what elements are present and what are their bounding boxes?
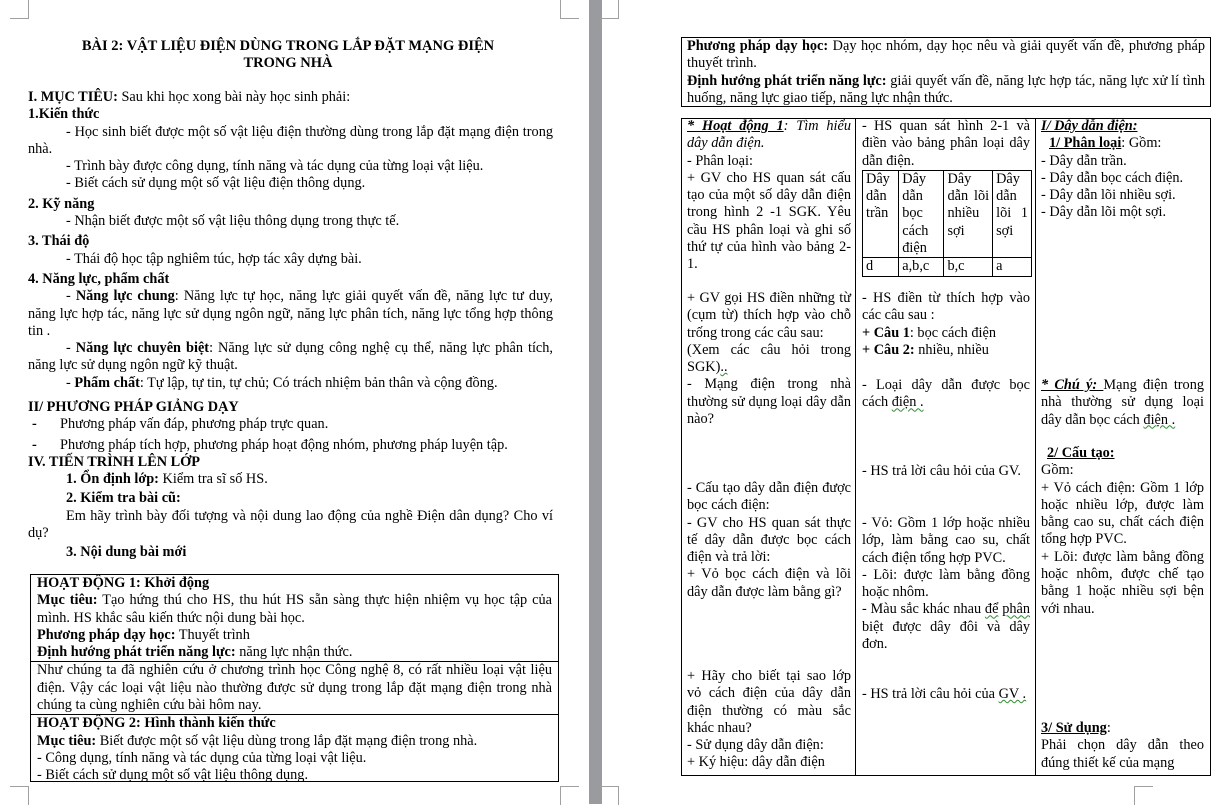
skills-item: - Nhận biết được một số vật liệu thông dụng trong thực tế.: [66, 213, 400, 230]
crop-mark: [600, 786, 619, 805]
section-heading: I/ Dây dẫn điện:: [1041, 118, 1138, 134]
text: Kiểm tra sĩ số HS.: [158, 471, 268, 488]
process-heading: IV. TIẾN TRÌNH LÊN LỚP: [28, 453, 201, 470]
text: - Vỏ: Gồm 1 lớp hoặc nhiều lớp, làm bằng cao su, chất cách điện tổng hợp PVC.: [862, 515, 1030, 566]
list-item: - Dây dẫn bọc cách điện.: [1041, 169, 1184, 186]
label: Phương pháp dạy học:: [37, 626, 176, 643]
label: 2. Kiểm tra bài cũ:: [66, 490, 181, 507]
text: - HS quan sát hình 2-1 và điền vào bảng phân loại dây dẫn điện.: [862, 118, 1030, 169]
question: + Hãy cho biết tại sao lớp vỏ cách điện của dây dẫn điện thường có màu sắc khác nhau?: [687, 668, 851, 736]
text: : Năng lực sử dụng công nghệ cụ thể, năng lực phân tích, năng lực sử dụng ngôn ngữ kỹ thuật.: [28, 340, 553, 374]
text: - HS điền từ thích hợp vào các câu sau :: [862, 290, 1030, 324]
question: + Vỏ bọc cách điện và lõi dây dẫn được làm bằng gì?: [687, 566, 851, 600]
content-cell: [1041, 445, 1204, 618]
knowledge-item: - Trình bày được công dụng, tính năng và tác dụng của từng loại vật liệu.: [66, 158, 484, 175]
attitude-heading: 3. Thái độ: [28, 233, 90, 250]
objectives-heading: [28, 89, 553, 106]
student-cell: [862, 290, 1030, 359]
column-divider: [855, 118, 856, 775]
text: + GV cho HS quan sát cấu tạo của một số dây dẫn điện trong hình 2 -1 SGK. Yêu cầu HS phân loại và ghi số thứ tự của hình vào bảng 2-1.: [687, 169, 851, 273]
text: (Xem các câu hỏi trong SGK): [687, 341, 851, 376]
skills-heading: 2. Kỹ năng: [28, 195, 95, 212]
table-cell: b,c: [944, 258, 993, 276]
activity-1: [31, 575, 558, 661]
text: Phải chọn dây dẫn theo đúng thiết kế của mạng: [1041, 737, 1204, 771]
table-cell: a,b,c: [899, 258, 944, 276]
title-line: TRONG NHÀ: [243, 55, 333, 72]
text: để: [984, 601, 999, 618]
text: + Lõi: được làm bằng đồng hoặc nhôm, được chế tạo bằng 1 hoặc nhiều sợi bện với nhau.: [1041, 548, 1204, 617]
methods-section: [28, 399, 553, 562]
page-left: [0, 0, 589, 804]
table-header-row: [863, 170, 1032, 257]
content-cell: [1041, 720, 1204, 772]
text: năng lực nhận thức.: [235, 644, 353, 661]
activity-title: HOẠT ĐỘNG 2: Hình thành kiến thức: [37, 715, 276, 732]
crop-mark: [560, 786, 579, 805]
text: :: [1106, 720, 1111, 736]
text: Thuyết trình: [175, 626, 250, 643]
text: ..: [720, 359, 728, 376]
label: Năng lực chung: [75, 288, 175, 305]
question: - Mạng điện trong nhà thường sử dụng loại dây dẫn nào?: [687, 376, 851, 428]
text: - Loại dây dẫn được bọc cách: [862, 377, 1030, 411]
teacher-cell: [687, 480, 851, 601]
crop-mark: [1134, 786, 1153, 805]
activity-2: [31, 714, 558, 784]
text: Phương pháp tích hợp, phương pháp hoạt động nhóm, phương pháp luyện tập.: [60, 436, 508, 453]
old-lesson-question: Em hãy trình bày đối tượng và nội dung lao động của nghề Điện dân dụng? Cho ví dụ?: [28, 507, 553, 542]
text: - GV cho HS quan sát thực tế dây dẫn được bọc cách điện và trả lời:: [687, 514, 851, 566]
student-cell: [862, 118, 1030, 277]
crop-mark: [10, 0, 29, 19]
label: + Câu 1: [862, 324, 910, 341]
text: giải quyết vấn đề, năng lực hợp tác, năng lực xử lí tình huống, năng lực giao tiếp, năng lực nhận thức.: [687, 72, 1205, 106]
label: 1. Ổn định lớp:: [66, 471, 159, 488]
table-header: Dây dẫn trần: [863, 170, 899, 257]
attitude-item: - Thái độ học tập nghiêm túc, hợp tác xây dựng bài.: [66, 250, 362, 267]
text: + Ký hiệu: dây dẫn điện: [687, 754, 825, 771]
table-cell: a: [993, 258, 1032, 276]
text: Phương pháp vấn đáp, phương pháp trực quan.: [60, 416, 329, 433]
list-item: - Dây dẫn trần.: [1041, 152, 1127, 169]
text: điện .: [891, 394, 924, 411]
table-header: Dây dẫn lõi 1 sợi: [993, 170, 1032, 257]
teacher-cell: [687, 668, 851, 772]
competency-specific: - Năng lực chuyên biệt: Năng lực sử dụng công nghệ cụ thể, năng lực phân tích, năng lực sử dụng ngôn ngữ kỹ thuật.: [28, 340, 553, 374]
content-cell: [1041, 118, 1207, 222]
table-row: [863, 258, 1032, 276]
text: điện .: [1143, 411, 1176, 428]
activity-label: * Hoạt động 1: [687, 118, 784, 134]
label: Mục tiêu:: [37, 592, 98, 609]
text: biệt được dây đôi và dây đơn.: [862, 618, 1030, 653]
text: - Lõi: được làm bằng đồng hoặc nhôm.: [862, 566, 1030, 601]
crop-mark: [10, 786, 29, 805]
crop-mark: [600, 0, 619, 19]
text: + Vỏ cách điện: Gồm 1 lớp hoặc nhiều lớp, được làm bằng cao su, chất cách điện tổng hợp PVC.: [1041, 479, 1204, 548]
crop-mark: [560, 0, 579, 19]
heading: I. MỤC TIÊU:: [28, 89, 118, 105]
label: Năng lực chuyên biệt: [75, 340, 210, 357]
table-header: Dây dẫn bọc cách điện: [899, 170, 944, 257]
table-cell: d: [863, 258, 899, 276]
method-item: - Phương pháp vấn đáp, phương pháp trực quan.: [32, 416, 329, 433]
text: - Màu sắc khác nhau: [862, 601, 985, 618]
student-cell: [862, 515, 1030, 653]
text: : bọc cách điện: [909, 324, 997, 341]
knowledge-item: - Học sinh biết được một số vật liệu điện thường dùng trong lắp đặt mạng điện trong nhà.: [28, 123, 553, 157]
text: - Cấu tạo dây dẫn điện được bọc cách điện:: [687, 480, 851, 514]
text: - Phân loại:: [687, 152, 753, 169]
lesson-title: [28, 38, 548, 73]
teacher-cell: [687, 290, 851, 428]
text: Sau khi học xong bài này học sinh phải:: [117, 89, 351, 105]
text: : Tự lập, tự tin, tự chủ; Có trách nhiệm bản thân và cộng đồng.: [139, 374, 498, 391]
text: - HS trả lời câu hỏi của: [862, 686, 999, 702]
knowledge-item: - Biết cách sử dụng một số vật liệu điện thông dụng.: [66, 175, 366, 192]
activity-box: [30, 574, 559, 782]
method-item: - Phương pháp tích hợp, phương pháp hoạt động nhóm, phương pháp luyện tập.: [32, 436, 508, 453]
text: nhiều, nhiều: [914, 341, 989, 358]
student-cell: [862, 377, 1030, 412]
text: Mạng điện trong nhà thường sử dụng loại dây dẫn bọc cách: [1041, 377, 1204, 428]
text: Biết được một số vật liệu dùng trong lắp đặt mạng điện trong nhà.: [96, 732, 478, 749]
text: Gồm:: [1041, 462, 1074, 479]
objective-item: - Biết cách sử dụng một số vật liệu thông dụng.: [37, 767, 309, 784]
label: Mục tiêu:: [37, 732, 97, 749]
content-cell: [1041, 377, 1204, 429]
text: Dạy học nhóm, dạy học nêu và giải quyết vấn đề, phương pháp thuyết trình.: [687, 38, 1205, 72]
text: + GV gọi HS điền những từ (cụm từ) thích hợp vào chỗ trống trong các câu sau:: [687, 290, 851, 341]
title-line: BÀI 2: VẬT LIỆU ĐIỆN DÙNG TRONG LẮP ĐẶT MẠNG ĐIỆN: [81, 38, 495, 54]
label: * Chú ý:: [1041, 377, 1104, 393]
competency-heading: 4. Năng lực, phẩm chất: [28, 270, 170, 287]
text: : Năng lực tự học, năng lực giải quyết vấn đề, năng lực tư duy, năng lực hợp tác, năng lực sử dụng ngôn ngữ, năng lực phân tích, năng lực tổng hợp thông tin .: [28, 288, 554, 339]
text: - Sử dụng dây dẫn điện:: [687, 737, 824, 754]
activity-title: HOẠT ĐỘNG 1: Khởi động: [37, 575, 210, 591]
text: Tạo hứng thú cho HS, thu hút HS sẵn sàng thực hiện nhiệm vụ học tập của mình. HS khắc sâu kiến thức nội dung bài học.: [37, 592, 552, 626]
text: - HS trả lời câu hỏi của GV.: [862, 463, 1021, 479]
label: 3. Nội dung bài mới: [66, 544, 187, 561]
student-cell: [862, 686, 1030, 703]
section-heading: 2/ Cấu tạo:: [1047, 445, 1115, 461]
objectives-section: [28, 89, 553, 392]
section-heading: 3/ Sử dụng: [1041, 720, 1107, 736]
table-header: Dây dẫn lõi nhiều sợi: [944, 170, 993, 257]
label: Phương pháp dạy học:: [687, 38, 829, 54]
label: + Câu 2:: [862, 341, 915, 358]
objective-item: - Công dụng, tính năng và tác dụng của từng loại vật liệu.: [37, 749, 367, 766]
page-gap: [589, 0, 602, 804]
text: phân: [1002, 601, 1031, 618]
label: Phẩm chất: [74, 374, 140, 391]
methods-heading: II/ PHƯƠNG PHÁP GIẢNG DẠY: [28, 399, 239, 415]
text: GV .: [998, 686, 1027, 702]
text: : Gồm:: [1121, 135, 1162, 152]
column-divider: [1035, 118, 1036, 775]
label: 1/ Phân loại: [1049, 135, 1122, 152]
label: Định hướng phát triển năng lực:: [37, 644, 236, 661]
activity-text: : Tìm hiểu dây dẫn điện.: [687, 118, 851, 152]
list-item: - Dây dẫn lõi nhiều sợi.: [1041, 187, 1176, 204]
list-item: - Dây dẫn lõi một sợi.: [1041, 204, 1167, 221]
intro-text: Như chúng ta đã nghiên cứu ở chương trình học Công nghệ 8, có rất nhiều loại vật liệu điện. Vậy các loại vật liệu nào thường được sử dụng trong lắp đặt mạng điện trong nhà chúng ta cùng nghiên cứu bài hôm nay.: [31, 661, 558, 714]
competency-general: - Năng lực chung: Năng lực tự học, năng lực giải quyết vấn đề, năng lực tư duy, năng lực hợp tác, năng lực sử dụng ngôn ngữ, năng lực phân tích, năng lực tổng hợp thông tin .: [28, 288, 554, 339]
method-box: [681, 37, 1211, 107]
knowledge-heading: [28, 106, 553, 123]
student-cell: [862, 463, 1030, 480]
classification-table: [862, 170, 1032, 277]
teacher-cell: [687, 118, 851, 274]
qualities: - Phẩm chất: Tự lập, tự tin, tự chủ; Có trách nhiệm bản thân và cộng đồng.: [66, 374, 498, 391]
heading: 1.Kiến thức: [28, 106, 100, 123]
label: Định hướng phát triển năng lực:: [687, 72, 887, 89]
